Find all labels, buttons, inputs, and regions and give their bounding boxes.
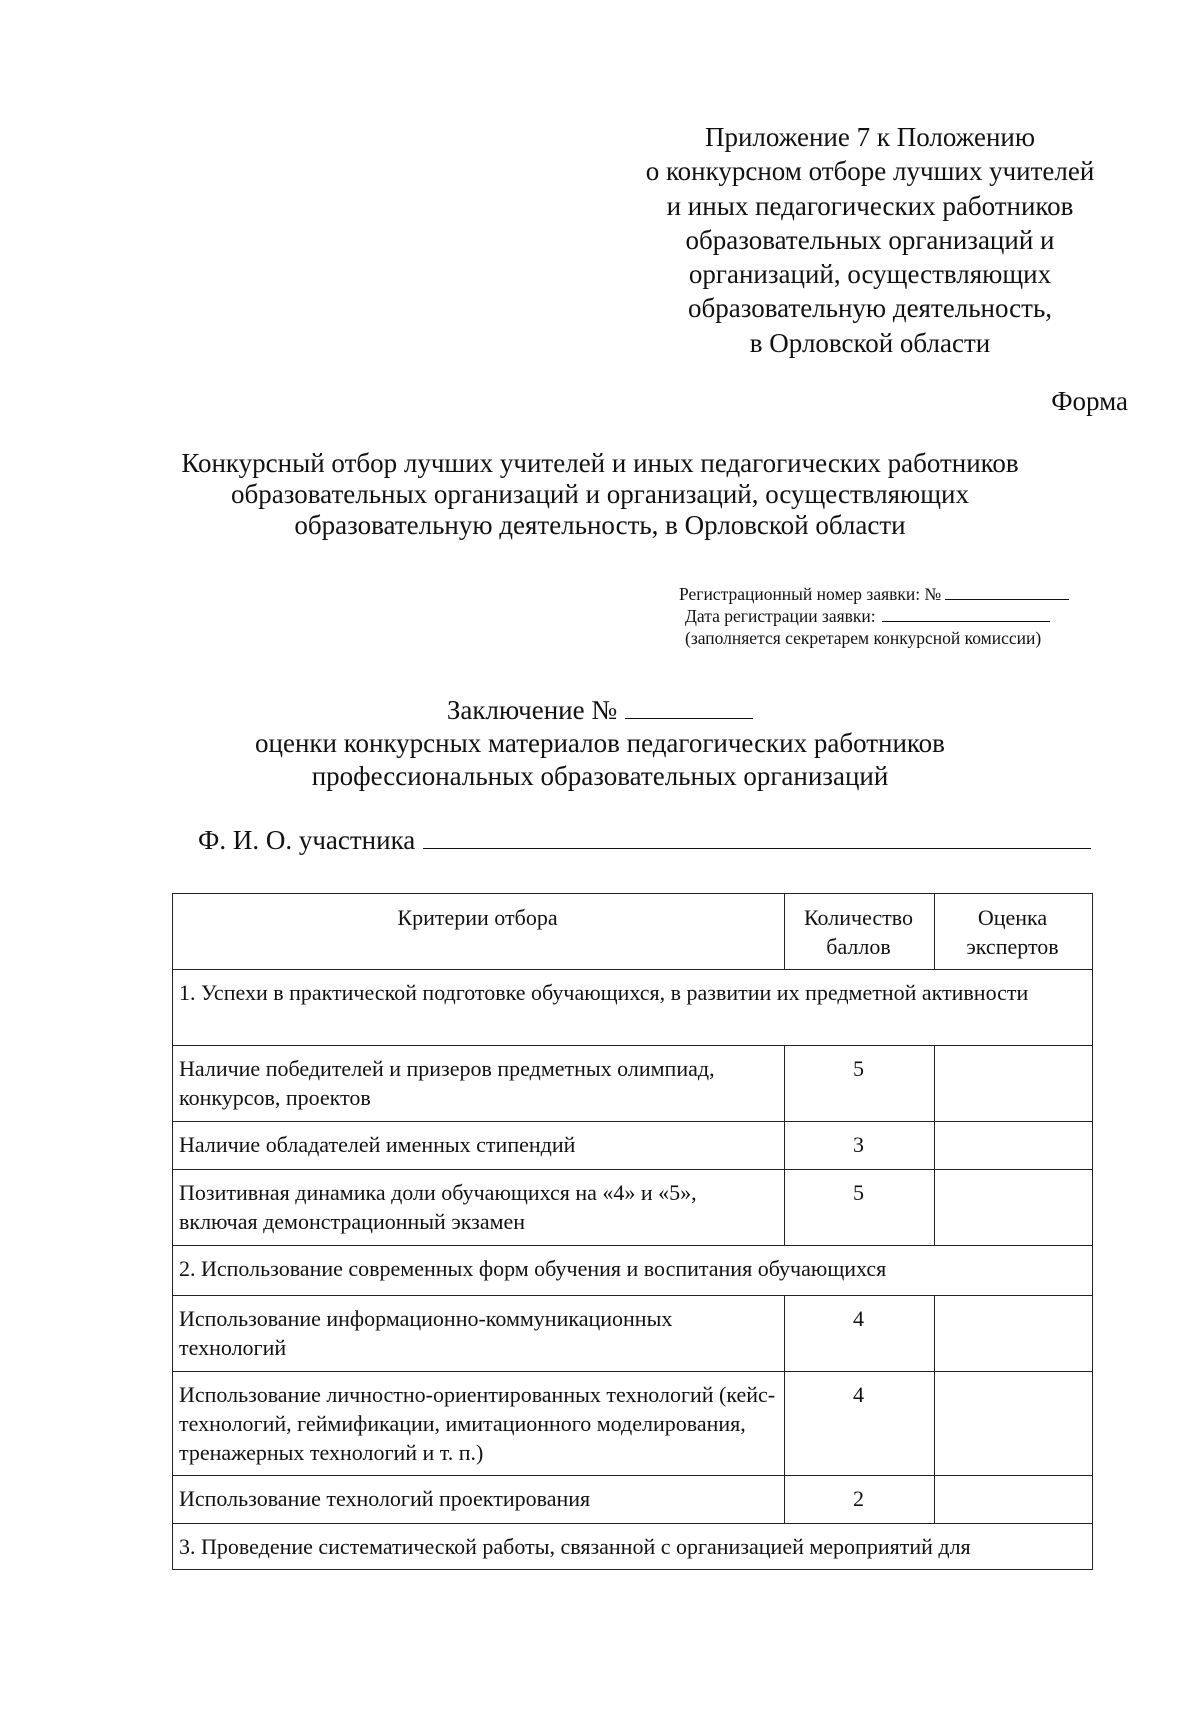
- conclusion-subtitle: оценки конкурсных материалов педагогических работников: [255, 728, 945, 758]
- expert-score-cell[interactable]: [935, 1170, 1093, 1246]
- main-title-line: образовательных организаций и организаций, осуществляющих: [231, 479, 969, 509]
- criterion-cell: Использование технологий проектирования: [173, 1476, 785, 1524]
- registration-note: (заполняется секретарем конкурсной комиссии): [685, 628, 1042, 648]
- points-cell: 3: [785, 1122, 935, 1170]
- appendix-line: о конкурсном отборе лучших учителей: [645, 156, 1095, 187]
- expert-score-cell[interactable]: [935, 1046, 1093, 1122]
- header-expert-line: Оценка: [977, 905, 1048, 930]
- table-row: [173, 1296, 1093, 1372]
- header-points-line: Количество: [803, 905, 914, 930]
- participant-label: Ф. И. О. участника: [198, 825, 416, 855]
- expert-score-cell[interactable]: [935, 1122, 1093, 1170]
- registration-block: [679, 583, 1069, 649]
- table-row: [173, 1476, 1093, 1524]
- appendix-line: и иных педагогических работников: [666, 190, 1074, 221]
- appendix-line: образовательных организаций и: [685, 224, 1055, 255]
- header-criteria: Критерии отбора: [173, 894, 785, 970]
- conclusion-subtitle: профессиональных образовательных организаций: [311, 761, 889, 791]
- expert-score-cell[interactable]: [935, 1296, 1093, 1372]
- registration-date-row: [679, 605, 1069, 627]
- table-row: [173, 1046, 1093, 1122]
- section-row: [173, 1246, 1093, 1296]
- header-expert-line: экспертов: [966, 934, 1059, 959]
- registration-date-label: Дата регистрации заявки:: [685, 606, 876, 626]
- criterion-cell: Наличие обладателей именных стипендий: [173, 1122, 785, 1170]
- expert-score-cell[interactable]: [935, 1372, 1093, 1476]
- table-row: [173, 1372, 1093, 1476]
- conclusion-title-row: [140, 694, 1060, 727]
- criterion-cell: Наличие победителей и призеров предметных олимпиад, конкурсов, проектов: [173, 1046, 785, 1122]
- conclusion-heading: [140, 694, 1060, 793]
- appendix-line: в Орловской области: [749, 327, 991, 358]
- main-title: [140, 448, 1060, 541]
- table-header-row: [173, 894, 1093, 970]
- conclusion-number-field[interactable]: [625, 694, 753, 719]
- points-cell: 4: [785, 1296, 935, 1372]
- appendix-header: [600, 120, 1140, 360]
- criterion-cell: Использование информационно-коммуникационных технологий: [173, 1296, 785, 1372]
- section-title: 2. Использование современных форм обучения и воспитания обучающихся: [173, 1246, 1093, 1296]
- appendix-line: образовательную деятельность,: [687, 293, 1053, 324]
- appendix-line: организаций, осуществляющих: [688, 259, 1052, 290]
- registration-number-label: Регистрационный номер заявки: №: [679, 584, 942, 604]
- header-points: [785, 894, 935, 970]
- main-title-line: образовательную деятельность, в Орловской области: [294, 510, 906, 540]
- points-cell: 5: [785, 1170, 935, 1246]
- criterion-cell: Использование личностно-ориентированных технологий (кейс-технологий, геймификации, имитационного моделирования, тренажерных технологий и т. п.): [173, 1372, 785, 1476]
- criteria-table: [172, 893, 1093, 1570]
- header-expert: [935, 894, 1093, 970]
- header-points-line: баллов: [826, 934, 891, 959]
- table-row: [173, 1122, 1093, 1170]
- criterion-cell: Позитивная динамика доли обучающихся на «4» и «5», включая демонстрационный экзамен: [173, 1170, 785, 1246]
- appendix-line: Приложение 7 к Положению: [704, 122, 1036, 152]
- table-row: [173, 1170, 1093, 1246]
- participant-row: [198, 822, 1091, 857]
- section-title: 1. Успехи в практической подготовке обучающихся, в развитии их предметной активности: [173, 970, 1093, 1046]
- participant-name-field[interactable]: [423, 822, 1091, 849]
- registration-date-field[interactable]: [882, 605, 1050, 622]
- points-cell: 4: [785, 1372, 935, 1476]
- section-row: [173, 1524, 1093, 1570]
- section-row: [173, 970, 1093, 1046]
- expert-score-cell[interactable]: [935, 1476, 1093, 1524]
- conclusion-title: Заключение №: [446, 695, 618, 725]
- registration-number-field[interactable]: [945, 583, 1069, 600]
- points-cell: 5: [785, 1046, 935, 1122]
- section-title: 3. Проведение систематической работы, связанной с организацией мероприятий для: [173, 1524, 1093, 1570]
- form-label: Форма: [1051, 386, 1128, 416]
- points-cell: 2: [785, 1476, 935, 1524]
- main-title-line: Конкурсный отбор лучших учителей и иных педагогических работников: [181, 448, 1019, 478]
- registration-number-row: [679, 583, 1069, 605]
